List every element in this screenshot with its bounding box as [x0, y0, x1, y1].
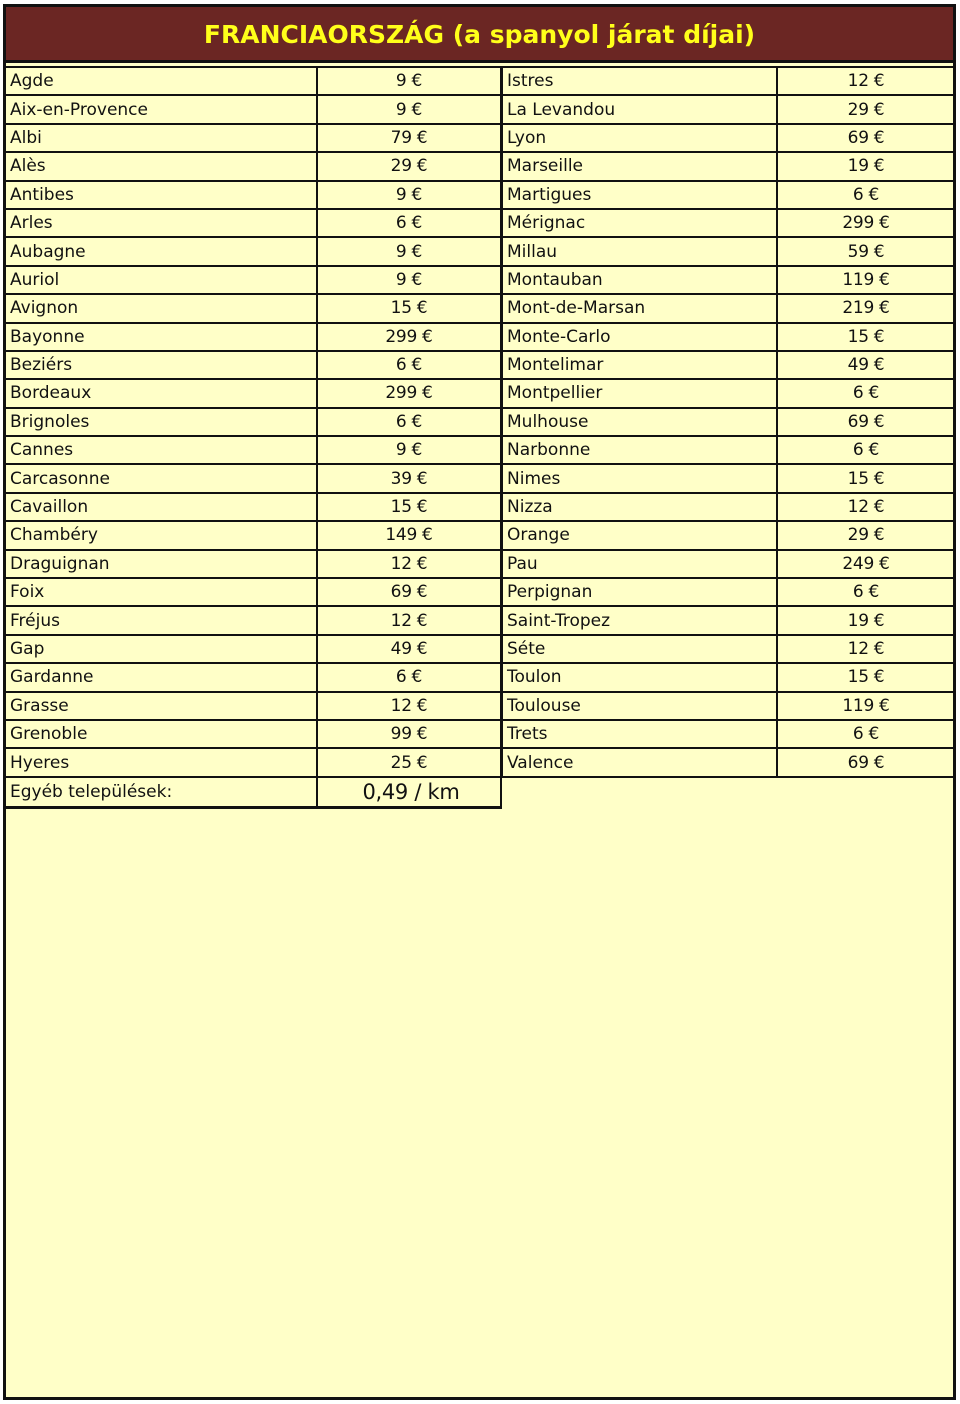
table-row: [6, 323, 501, 351]
city-name: La Levandou: [502, 95, 777, 123]
city-price: 9 €: [317, 237, 501, 265]
city-price: 149 €: [317, 521, 501, 549]
city-price: 6 €: [317, 209, 501, 237]
city-name: Draguignan: [6, 550, 317, 578]
right-price-table: [501, 66, 954, 778]
table-row: [502, 323, 954, 351]
city-name: Brignoles: [6, 408, 317, 436]
left-price-table-body: [6, 67, 501, 808]
city-price: 6 €: [777, 436, 954, 464]
city-name: Trets: [502, 720, 777, 748]
other-settlements-label: Egyéb települések:: [6, 777, 317, 808]
city-price: 99 €: [317, 720, 501, 748]
other-settlements-row: [6, 777, 501, 808]
right-price-table-body: [502, 67, 954, 777]
table-row: [6, 152, 501, 180]
table-row: [502, 152, 954, 180]
table-row: [502, 124, 954, 152]
city-name: Narbonne: [502, 436, 777, 464]
table-row: [502, 266, 954, 294]
table-row: [502, 550, 954, 578]
city-price: 119 €: [777, 266, 954, 294]
city-price: 6 €: [317, 408, 501, 436]
city-price: 79 €: [317, 124, 501, 152]
city-price: 15 €: [777, 323, 954, 351]
table-row: [502, 237, 954, 265]
table-row: [6, 181, 501, 209]
city-price: 6 €: [317, 351, 501, 379]
table-row: [502, 464, 954, 492]
city-price: 19 €: [777, 606, 954, 634]
city-name: Gap: [6, 635, 317, 663]
city-name: Perpignan: [502, 578, 777, 606]
table-row: [502, 521, 954, 549]
city-price: 12 €: [777, 635, 954, 663]
city-price: 69 €: [777, 124, 954, 152]
city-price: 9 €: [317, 95, 501, 123]
city-price: 25 €: [317, 748, 501, 776]
city-name: Orange: [502, 521, 777, 549]
table-row: [502, 578, 954, 606]
city-price: 12 €: [777, 67, 954, 95]
page-title: FRANCIAORSZÁG (a spanyol járat díjai): [6, 7, 953, 63]
table-row: [502, 294, 954, 322]
table-row: [6, 209, 501, 237]
city-name: Bayonne: [6, 323, 317, 351]
city-price: 12 €: [317, 550, 501, 578]
city-name: Chambéry: [6, 521, 317, 549]
city-name: Séte: [502, 635, 777, 663]
city-name: Pau: [502, 550, 777, 578]
table-row: [6, 95, 501, 123]
table-row: [502, 379, 954, 407]
city-name: Grenoble: [6, 720, 317, 748]
city-price: 6 €: [777, 181, 954, 209]
city-name: Beziérs: [6, 351, 317, 379]
city-name: Grasse: [6, 692, 317, 720]
city-name: Albi: [6, 124, 317, 152]
city-price: 59 €: [777, 237, 954, 265]
table-row: [502, 663, 954, 691]
city-name: Montpellier: [502, 379, 777, 407]
city-price: 49 €: [777, 351, 954, 379]
city-name: Aubagne: [6, 237, 317, 265]
city-price: 219 €: [777, 294, 954, 322]
table-row: [6, 379, 501, 407]
city-price: 9 €: [317, 266, 501, 294]
city-price: 29 €: [777, 521, 954, 549]
city-price: 12 €: [777, 493, 954, 521]
city-name: Foix: [6, 578, 317, 606]
table-row: [502, 408, 954, 436]
table-row: [6, 408, 501, 436]
city-price: 9 €: [317, 436, 501, 464]
city-name: Toulouse: [502, 692, 777, 720]
city-price: 6 €: [777, 720, 954, 748]
table-row: [6, 266, 501, 294]
city-price: 299 €: [317, 323, 501, 351]
city-price: 69 €: [777, 408, 954, 436]
city-name: Mérignac: [502, 209, 777, 237]
city-price: 15 €: [317, 294, 501, 322]
city-name: Istres: [502, 67, 777, 95]
city-price: 15 €: [777, 464, 954, 492]
table-row: [502, 181, 954, 209]
city-name: Agde: [6, 67, 317, 95]
table-row: [6, 294, 501, 322]
table-row: [502, 67, 954, 95]
city-name: Auriol: [6, 266, 317, 294]
city-price: 299 €: [317, 379, 501, 407]
table-row: [502, 95, 954, 123]
table-row: [6, 635, 501, 663]
city-price: 69 €: [777, 748, 954, 776]
city-price: 49 €: [317, 635, 501, 663]
table-row: [502, 720, 954, 748]
city-price: 12 €: [317, 692, 501, 720]
city-name: Montauban: [502, 266, 777, 294]
city-price: 119 €: [777, 692, 954, 720]
city-price: 15 €: [777, 663, 954, 691]
table-row: [6, 663, 501, 691]
city-name: Nizza: [502, 493, 777, 521]
city-name: Antibes: [6, 181, 317, 209]
city-price: 299 €: [777, 209, 954, 237]
city-name: Millau: [502, 237, 777, 265]
city-name: Nimes: [502, 464, 777, 492]
city-name: Cannes: [6, 436, 317, 464]
city-price: 6 €: [317, 663, 501, 691]
city-name: Toulon: [502, 663, 777, 691]
city-name: Monte-Carlo: [502, 323, 777, 351]
table-row: [6, 67, 501, 95]
city-name: Montelimar: [502, 351, 777, 379]
city-name: Fréjus: [6, 606, 317, 634]
table-row: [6, 436, 501, 464]
city-price: 39 €: [317, 464, 501, 492]
city-price: 6 €: [777, 379, 954, 407]
city-name: Avignon: [6, 294, 317, 322]
city-name: Saint-Tropez: [502, 606, 777, 634]
table-row: [502, 606, 954, 634]
city-price: 9 €: [317, 181, 501, 209]
city-name: Aix-en-Provence: [6, 95, 317, 123]
city-price: 249 €: [777, 550, 954, 578]
city-price: 19 €: [777, 152, 954, 180]
table-row: [6, 351, 501, 379]
table-row: [502, 748, 954, 776]
city-name: Valence: [502, 748, 777, 776]
table-row: [6, 521, 501, 549]
table-row: [6, 692, 501, 720]
city-name: Lyon: [502, 124, 777, 152]
table-row: [6, 578, 501, 606]
other-settlements-rate: 0,49 / km: [317, 777, 501, 808]
table-row: [6, 606, 501, 634]
table-row: [502, 351, 954, 379]
city-price: 29 €: [317, 152, 501, 180]
city-name: Martigues: [502, 181, 777, 209]
city-name: Mulhouse: [502, 408, 777, 436]
city-name: Gardanne: [6, 663, 317, 691]
table-row: [6, 748, 501, 776]
table-row: [502, 493, 954, 521]
table-row: [6, 720, 501, 748]
city-price: 6 €: [777, 578, 954, 606]
city-name: Mont-de-Marsan: [502, 294, 777, 322]
table-row: [502, 209, 954, 237]
city-name: Hyeres: [6, 748, 317, 776]
table-row: [6, 237, 501, 265]
city-name: Marseille: [502, 152, 777, 180]
city-name: Arles: [6, 209, 317, 237]
city-name: Bordeaux: [6, 379, 317, 407]
table-row: [6, 464, 501, 492]
table-row: [6, 493, 501, 521]
city-price: 29 €: [777, 95, 954, 123]
table-row: [6, 550, 501, 578]
price-sheet: [3, 4, 956, 1400]
table-row: [502, 635, 954, 663]
city-name: Carcasonne: [6, 464, 317, 492]
table-row: [6, 124, 501, 152]
left-price-table: [6, 66, 502, 809]
city-price: 15 €: [317, 493, 501, 521]
city-price: 12 €: [317, 606, 501, 634]
table-row: [502, 692, 954, 720]
city-name: Alès: [6, 152, 317, 180]
city-price: 9 €: [317, 67, 501, 95]
table-row: [502, 436, 954, 464]
city-name: Cavaillon: [6, 493, 317, 521]
city-price: 69 €: [317, 578, 501, 606]
